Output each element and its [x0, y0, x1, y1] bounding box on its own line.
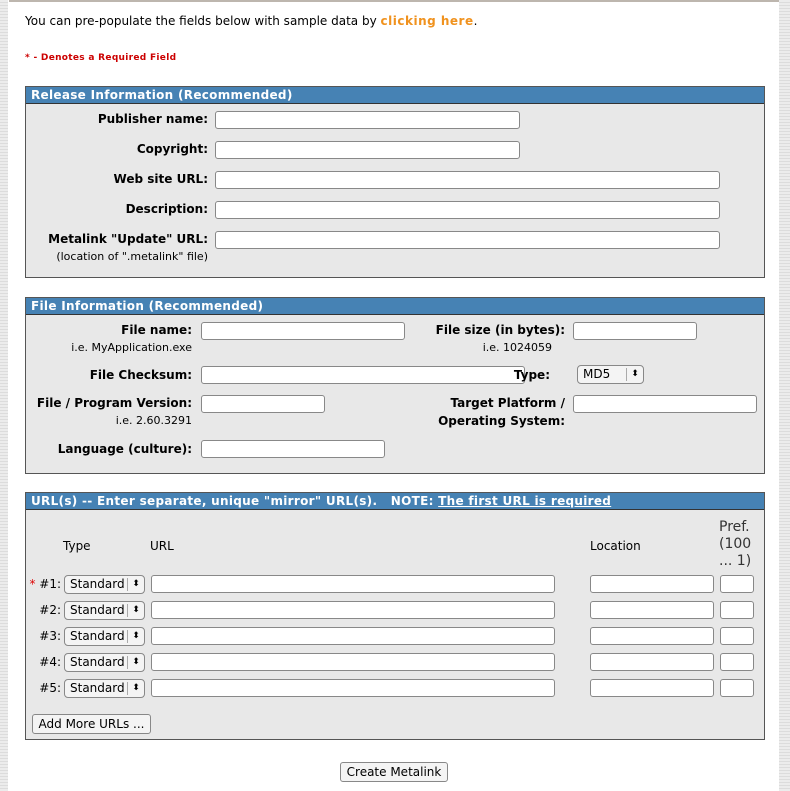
location-input[interactable] [590, 601, 714, 619]
platform-input[interactable] [573, 395, 757, 413]
copyright-label: Copyright: [136, 142, 208, 156]
updown-arrow-icon: ⬍ [127, 630, 144, 643]
checksum-type-select[interactable]: MD5 ⬍ [577, 365, 644, 384]
url-input[interactable] [151, 575, 555, 593]
sample-data-link[interactable]: clicking here [380, 14, 474, 28]
release-info-panel [25, 86, 765, 278]
url-row-label: #5: [39, 681, 61, 695]
file-info-panel [25, 297, 765, 474]
description-input[interactable] [215, 201, 720, 219]
checksum-input[interactable] [201, 366, 525, 384]
first-url-required-note: The first URL is required [438, 494, 612, 508]
publisher-label: Publisher name: [97, 112, 208, 126]
intro-text: You can pre-populate the fields below with sample data by clicking here. [25, 14, 478, 28]
location-input[interactable] [590, 627, 714, 645]
col-url: URL [150, 539, 174, 553]
file-size-input[interactable] [573, 322, 697, 340]
release-info-header: Release Information (Recommended) [26, 87, 764, 104]
url-input[interactable] [151, 679, 555, 697]
type-label: Type: [513, 368, 550, 382]
copyright-input[interactable] [215, 141, 520, 159]
website-input[interactable] [215, 171, 720, 189]
description-label: Description: [125, 202, 208, 216]
update-url-label: Metalink "Update" URL: [48, 232, 208, 246]
language-input[interactable] [201, 440, 385, 458]
required-note: * - Denotes a Required Field [25, 53, 177, 63]
url-input[interactable] [151, 601, 555, 619]
col-pref: Pref. (100 ... 1) [719, 519, 752, 569]
right-scroll-edge [779, 0, 790, 791]
url-row-label: * #1: [29, 577, 61, 591]
platform-label-2: Operating System: [438, 414, 565, 428]
urls-panel [25, 492, 765, 740]
url-type-select[interactable]: Standard ⬍ [64, 575, 145, 594]
file-size-hint: i.e. 1024059 [482, 341, 552, 354]
top-border [9, 0, 779, 2]
preference-input[interactable] [720, 679, 754, 697]
updown-arrow-icon: ⬍ [127, 578, 144, 591]
left-scroll-edge [0, 0, 8, 791]
file-info-header: File Information (Recommended) [26, 298, 764, 315]
file-size-label: File size (in bytes): [435, 323, 565, 337]
url-row-label: #3: [39, 629, 61, 643]
checksum-label: File Checksum: [89, 368, 192, 382]
url-row-label: #2: [39, 603, 61, 617]
required-star-icon: * [29, 577, 36, 591]
platform-label-1: Target Platform / [450, 396, 565, 410]
updown-arrow-icon: ⬍ [127, 604, 144, 617]
language-label: Language (culture): [57, 442, 192, 456]
location-input[interactable] [590, 653, 714, 671]
url-type-select[interactable]: Standard ⬍ [64, 627, 145, 646]
col-type: Type [63, 539, 91, 553]
url-row-label: #4: [39, 655, 61, 669]
version-label: File / Program Version: [36, 396, 192, 410]
preference-input[interactable] [720, 653, 754, 671]
url-type-select[interactable]: Standard ⬍ [64, 679, 145, 698]
update-url-input[interactable] [215, 231, 720, 249]
website-label: Web site URL: [113, 172, 208, 186]
version-hint: i.e. 2.60.3291 [115, 414, 192, 427]
urls-header: URL(s) -- Enter separate, unique "mirror" URL(s). NOTE: The first URL is required [26, 493, 764, 510]
url-type-select[interactable]: Standard ⬍ [64, 653, 145, 672]
url-input[interactable] [151, 653, 555, 671]
publisher-input[interactable] [215, 111, 520, 129]
url-input[interactable] [151, 627, 555, 645]
create-metalink-button[interactable]: Create Metalink [340, 762, 448, 782]
url-type-select[interactable]: Standard ⬍ [64, 601, 145, 620]
version-input[interactable] [201, 395, 325, 413]
file-name-hint: i.e. MyApplication.exe [71, 341, 192, 354]
updown-arrow-icon: ⬍ [127, 656, 144, 669]
preference-input[interactable] [720, 575, 754, 593]
location-input[interactable] [590, 679, 714, 697]
add-more-urls-button[interactable]: Add More URLs ... [32, 714, 151, 734]
file-name-label: File name: [121, 323, 192, 337]
preference-input[interactable] [720, 627, 754, 645]
updown-arrow-icon: ⬍ [626, 368, 643, 381]
location-input[interactable] [590, 575, 714, 593]
file-name-input[interactable] [201, 322, 405, 340]
preference-input[interactable] [720, 601, 754, 619]
col-location: Location [590, 539, 641, 553]
update-url-hint: (location of ".metalink" file) [56, 250, 208, 263]
updown-arrow-icon: ⬍ [127, 682, 144, 695]
